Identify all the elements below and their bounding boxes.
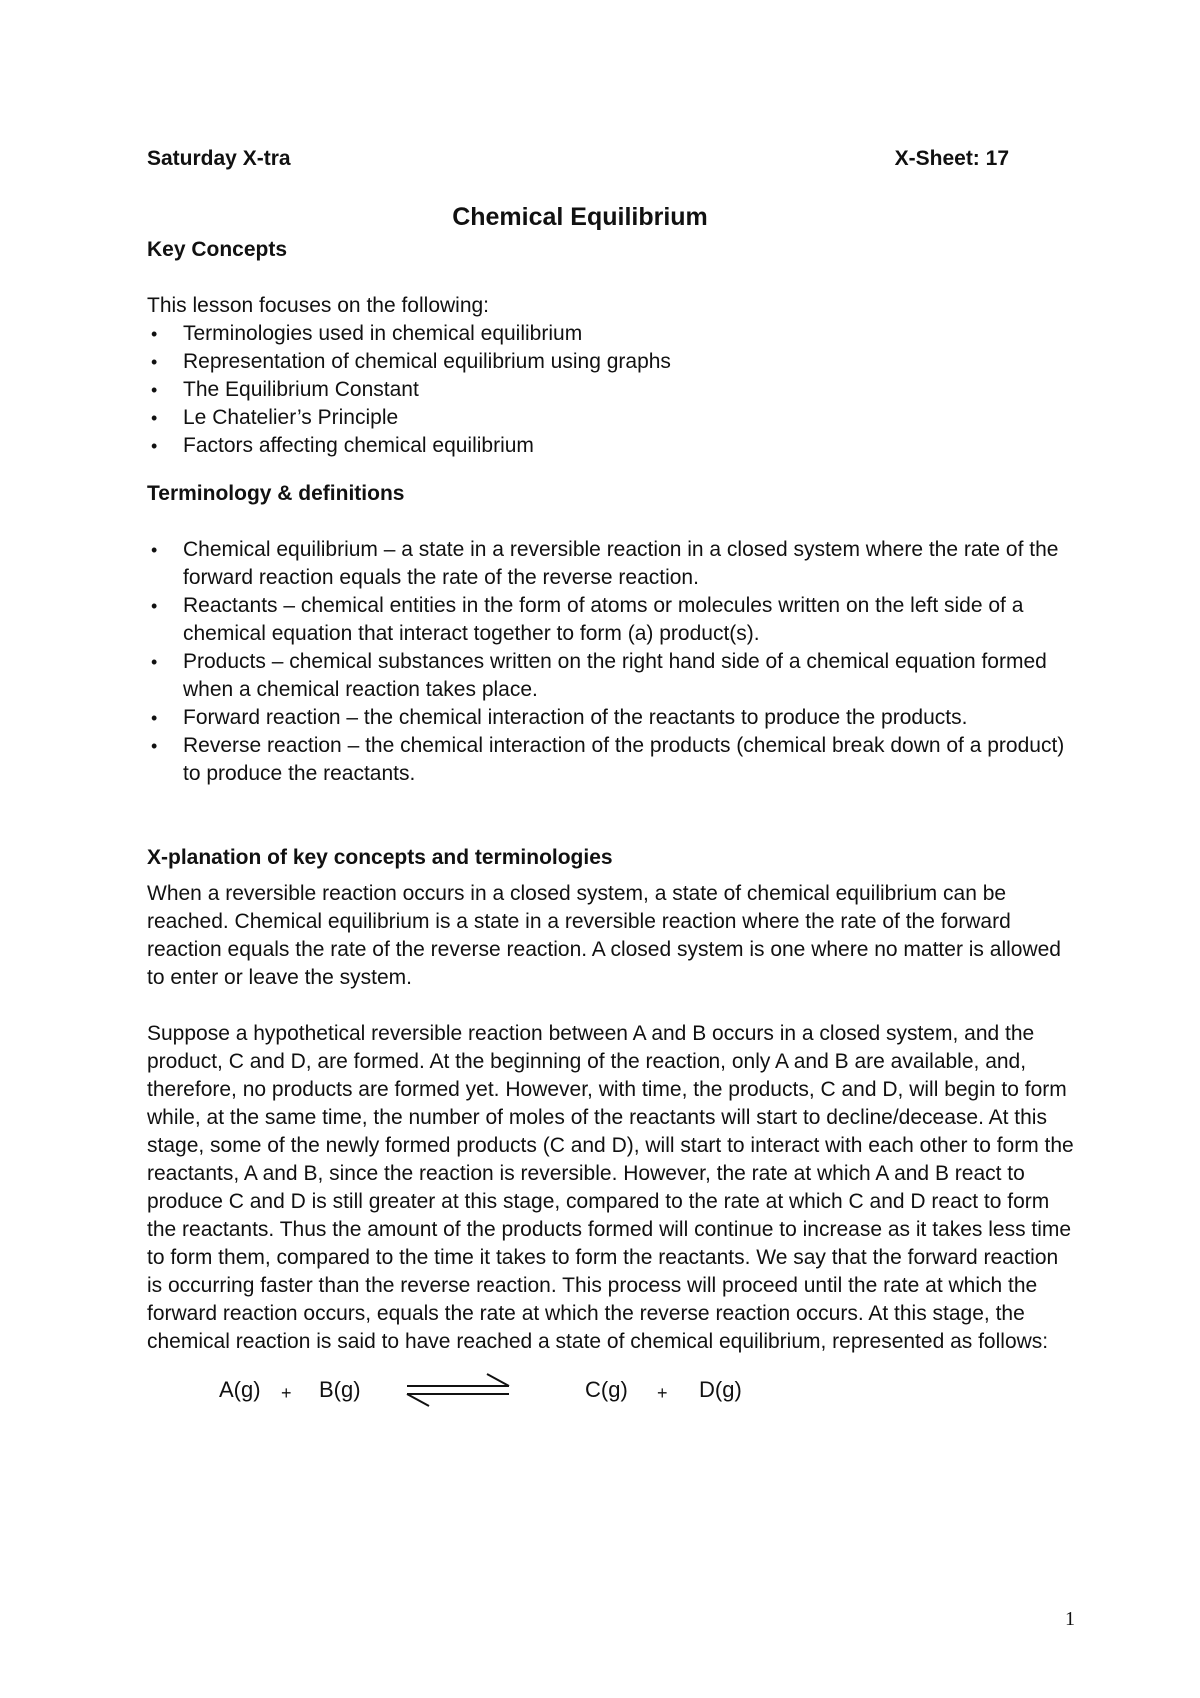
list-item: • The Equilibrium Constant bbox=[147, 376, 1077, 404]
list-item: • Chemical equilibrium – a state in a reversible reaction in a closed system where the rate of the forward reaction equals the rate of the reverse reaction. bbox=[151, 538, 1059, 589]
product-d: D(g) bbox=[699, 1377, 742, 1402]
header-sheet-number: X-Sheet: 17 bbox=[894, 147, 1009, 170]
list-item: • Reverse reaction – the chemical interaction of the products (chemical break down of a product) to produce the reactants. bbox=[151, 734, 1065, 785]
explanation-heading: X-planation of key concepts and terminologies bbox=[147, 846, 613, 869]
explanation-paragraph-2: Suppose a hypothetical reversible reaction between A and B occurs in a closed system, and the product, C and D, are formed. At the beginning of the reaction, only A and B are available, and, therefore, no products are formed yet. However, with time, the products, C and D, will begin to form while, at the same time, the number of moles of the reactants will start to decline/decease. At this stage, some of the newly formed products (C and D), will start to interact with each other to form the reactants, A and B, since the reaction is reversible. However, the rate at which A and B react to produce C and D is still greater at this stage, compared to the rate at which C and D react to form the reactants. Thus the amount of the products formed will continue to increase as it takes less time to form them, compared to the time it takes to form the reactants. We say that the forward reaction is occurring faster than the reverse reaction. This process will proceed until the rate at which the forward reaction occurs, equals the rate at which the reverse reaction occurs. At this stage, the chemical reaction is said to have reached a state of chemical equilibrium, represented as follows: bbox=[147, 1022, 1074, 1353]
equilibrium-arrows-icon bbox=[403, 1370, 515, 1410]
bullet-icon: • bbox=[151, 596, 158, 616]
list-item: • Factors affecting chemical equilibrium bbox=[147, 432, 1077, 460]
key-concepts-list bbox=[147, 320, 1077, 460]
document-body bbox=[147, 236, 1077, 1414]
page-number: 1 bbox=[1065, 1608, 1075, 1630]
bullet-icon: • bbox=[151, 708, 158, 728]
bullet-icon: • bbox=[151, 736, 158, 756]
key-concepts-heading: Key Concepts bbox=[147, 238, 288, 261]
product-c: C(g) bbox=[585, 1377, 628, 1402]
bullet-icon: • bbox=[151, 324, 158, 344]
equilibrium-equation bbox=[147, 1370, 1077, 1414]
plus-sign: + bbox=[657, 1383, 668, 1403]
terminology-list bbox=[147, 536, 1077, 788]
reactant-a: A(g) bbox=[219, 1377, 261, 1402]
page-header bbox=[147, 147, 1009, 177]
explanation-paragraph-1: When a reversible reaction occurs in a closed system, a state of chemical equilibrium can be reached. Chemical equilibrium is a state in a reversible reaction where the rate of the forward reaction equals the rate of the reverse reaction. A closed system is one where no matter is allowed to enter or leave the system. bbox=[147, 882, 1061, 989]
header-series-name: Saturday X-tra bbox=[147, 147, 291, 170]
bullet-icon: • bbox=[151, 436, 158, 456]
list-item: • Representation of chemical equilibrium using graphs bbox=[147, 348, 1077, 376]
bullet-icon: • bbox=[151, 352, 158, 372]
bullet-icon: • bbox=[151, 408, 158, 428]
key-concepts-intro: This lesson focuses on the following: bbox=[147, 294, 490, 317]
bullet-icon: • bbox=[151, 380, 158, 400]
list-item: • Products – chemical substances written on the right hand side of a chemical equation formed when a chemical reaction takes place. bbox=[151, 650, 1047, 701]
list-item: • Terminologies used in chemical equilibrium bbox=[147, 320, 1077, 348]
list-item: • Reactants – chemical entities in the form of atoms or molecules written on the left side of a chemical equation that interact together to form (a) product(s). bbox=[151, 594, 1024, 645]
reactant-b: B(g) bbox=[319, 1377, 361, 1402]
bullet-icon: • bbox=[151, 540, 158, 560]
list-item: • Forward reaction – the chemical interaction of the reactants to produce the products. bbox=[147, 704, 1077, 732]
plus-sign: + bbox=[281, 1383, 292, 1403]
document-title: Chemical Equilibrium bbox=[452, 203, 708, 231]
list-item: • Le Chatelier’s Principle bbox=[147, 404, 1077, 432]
terminology-heading: Terminology & definitions bbox=[147, 482, 405, 505]
bullet-icon: • bbox=[151, 652, 158, 672]
